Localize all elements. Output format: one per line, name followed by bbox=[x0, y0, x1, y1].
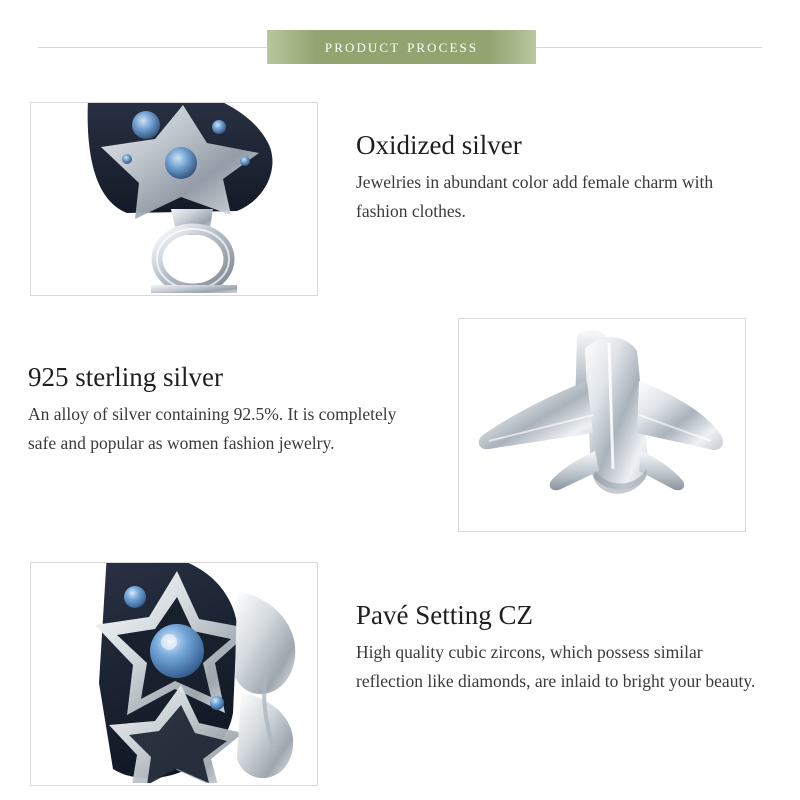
page-title: product process bbox=[324, 36, 479, 57]
oxidized-silver-heading: Oxidized silver bbox=[356, 130, 522, 160]
oxidized-silver-text-block bbox=[356, 128, 756, 226]
sterling-silver-heading: 925 sterling silver bbox=[28, 362, 223, 392]
sterling-silver-photo bbox=[458, 318, 746, 532]
oxidized-silver-description: Jewelries in abundant color add female charm with fashion clothes. bbox=[356, 172, 714, 221]
sterling-silver-text-block bbox=[28, 360, 428, 458]
silver-airplane-charm-illustration bbox=[459, 319, 743, 529]
sterling-silver-description: An alloy of silver containing 92.5%. It is completely safe and popular as women fashion jewelry. bbox=[28, 404, 397, 453]
pave-setting-cz-heading: Pavé Setting CZ bbox=[356, 600, 533, 630]
pave-setting-cz-text-block bbox=[356, 598, 766, 696]
pave-setting-cz-description: High quality cubic zircons, which possess similar reflection like diamonds, are inlaid to bright your beauty. bbox=[356, 642, 756, 691]
page-header bbox=[0, 30, 800, 64]
oxidized-silver-photo bbox=[30, 102, 318, 296]
header-title-banner bbox=[267, 30, 536, 64]
pave-setting-cz-photo bbox=[30, 562, 318, 786]
silver-charm-star-cz-closeup-illustration bbox=[31, 103, 315, 293]
silver-charm-blue-cz-star-closeup-illustration bbox=[31, 563, 315, 783]
